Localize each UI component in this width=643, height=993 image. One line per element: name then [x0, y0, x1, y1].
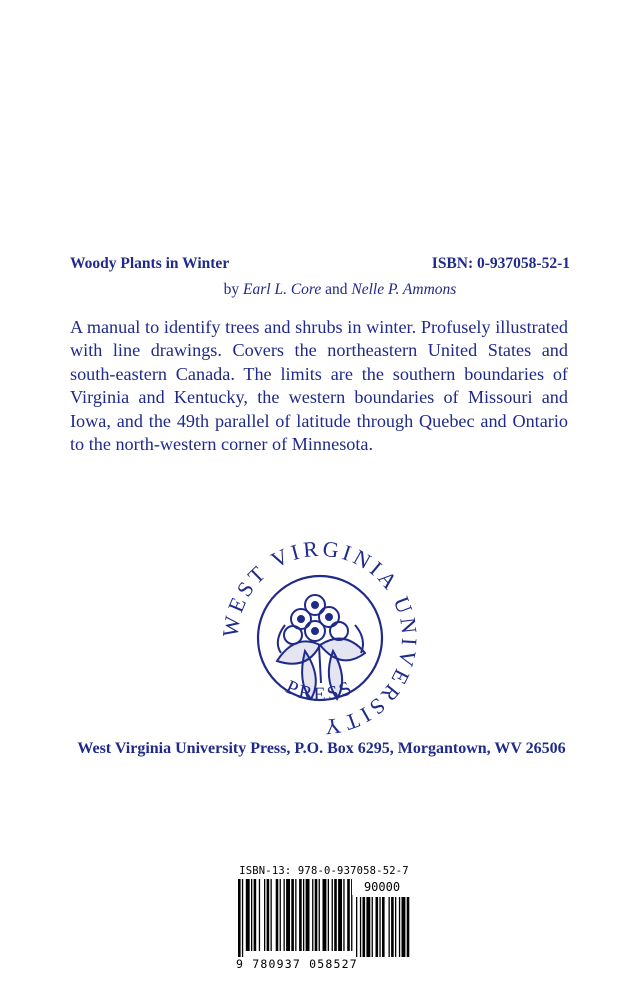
book-description: A manual to identify trees and shrubs in winter. Profusely illustrated with line drawings. Covers the northeastern United States and south-eastern Canada. The limits are the southern boundaries of Virginia and Kentucky, the western boundaries of Missouri and Iowa, and the 49th parallel of latitude through Quebec and Ontario to the north-western corner of Minnesota.	[70, 317, 568, 455]
barcode-bar	[242, 879, 243, 957]
barcode-bar	[306, 879, 310, 951]
byline	[70, 281, 570, 299]
barcode-bar	[328, 879, 329, 951]
barcode-bar	[323, 879, 327, 951]
barcode-bar	[379, 897, 380, 957]
barcode-bar	[315, 879, 318, 951]
barcode-bar	[251, 879, 252, 951]
barcode-bar	[343, 879, 344, 951]
barcode-bar	[246, 879, 250, 951]
barcode-bar	[395, 897, 396, 957]
price-code: 90000	[352, 879, 412, 895]
barcode-bar	[291, 879, 294, 951]
seal-bottom-text: PRESS	[282, 676, 358, 706]
barcode-bar	[402, 897, 406, 957]
author-1: Earl L. Core	[243, 281, 322, 298]
press-seal	[215, 533, 425, 743]
barcode-bar	[407, 897, 410, 957]
barcode-bar	[238, 879, 241, 957]
and-word: and	[325, 281, 348, 298]
barcode-bar	[312, 879, 313, 951]
barcode-bar	[284, 879, 285, 951]
barcode-bar	[319, 879, 320, 951]
barcode-bar	[360, 897, 361, 957]
barcode-bar	[267, 879, 270, 951]
barcode-bar	[280, 879, 281, 951]
barcode-bar	[264, 879, 265, 951]
barcode-bar	[259, 879, 260, 951]
author-2: Nelle P. Ammons	[351, 281, 457, 298]
barcode-bar	[389, 897, 390, 957]
publisher-address: West Virginia University Press, P.O. Box 6295, Morgantown, WV 26506	[77, 740, 566, 757]
barcode-bar	[254, 879, 257, 951]
barcode-bar	[382, 897, 385, 957]
barcode-bar	[376, 897, 379, 957]
isbn13-label: ISBN-13: 978-0-937058-52-7	[239, 865, 409, 877]
barcode-bar	[271, 879, 272, 951]
barcode-bar	[391, 897, 394, 957]
barcode-digits: 9 780937 058527	[236, 957, 358, 971]
barcode-bar	[295, 879, 296, 951]
barcode-bar	[347, 879, 350, 951]
book-title: Woody Plants in Winter	[70, 255, 230, 272]
barcode-bar	[338, 879, 342, 951]
by-prefix: by	[223, 281, 240, 298]
barcode-bar	[334, 879, 337, 951]
barcode-bar	[276, 879, 279, 951]
barcode-area	[236, 879, 412, 957]
barcode-bar	[286, 879, 290, 951]
barcode-bar	[356, 897, 357, 957]
barcode-bar	[303, 879, 304, 951]
barcode-bar	[363, 897, 366, 957]
barcode-bar	[399, 897, 400, 957]
barcode-block	[236, 865, 412, 971]
isbn-label: ISBN: 0-937058-52-1	[431, 255, 570, 272]
barcode-bar	[366, 897, 370, 957]
barcode-bar	[299, 879, 302, 951]
barcode-bar	[372, 897, 373, 957]
seal-ring-text: WEST VIRGINIA UNIVERSITY	[217, 535, 423, 741]
title-row	[70, 255, 570, 273]
book-header	[70, 255, 570, 299]
seal-svg	[215, 533, 425, 743]
barcode-bar	[332, 879, 333, 951]
